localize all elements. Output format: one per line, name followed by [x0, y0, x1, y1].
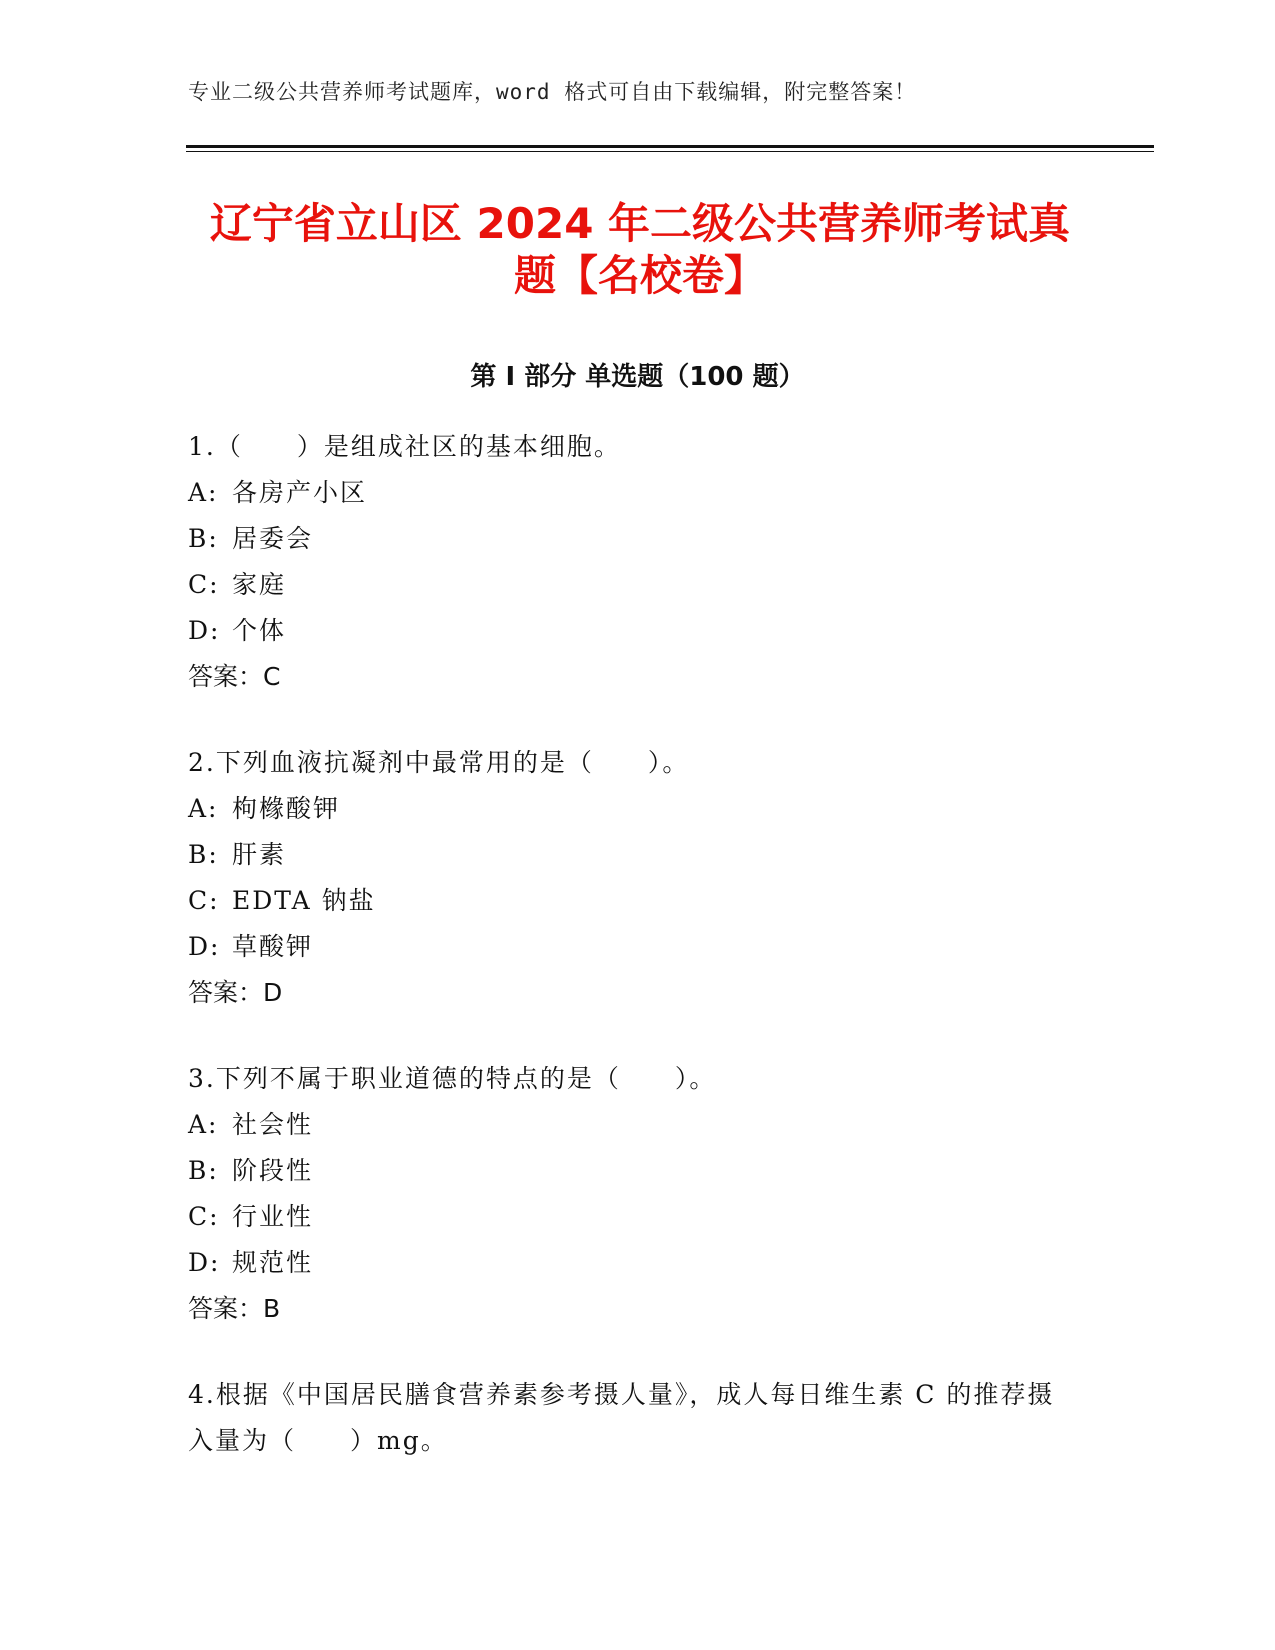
question-4 — [188, 1372, 1068, 1464]
option-letter: B: — [188, 1156, 219, 1185]
title-line-2: 题【名校卷】 — [513, 251, 766, 300]
option-a — [188, 786, 1068, 832]
option-b — [188, 1148, 1068, 1194]
option-text: 行业性 — [232, 1202, 314, 1231]
option-letter: A: — [188, 794, 219, 823]
option-letter: A: — [188, 478, 219, 507]
option-letter: A: — [188, 1110, 219, 1139]
question-2 — [188, 740, 1068, 1016]
question-stem: 2.下列血液抗凝剂中最常用的是（ ）。 — [188, 748, 690, 777]
option-letter: C: — [188, 886, 220, 915]
option-b — [188, 516, 1068, 562]
title-line-1: 辽宁省立山区 2024 年二级公共营养师考试真 — [209, 199, 1071, 248]
option-letter: D: — [188, 1248, 221, 1277]
question-stem: 4.根据《中国居民膳食营养素参考摄人量》，成人每日维生素 C 的推荐摄入量为（ ）mg。 — [188, 1380, 1055, 1455]
header-note: 专业二级公共营养师考试题库，word 格式可自由下载编辑，附完整答案！ — [188, 80, 917, 104]
option-c — [188, 878, 1068, 924]
option-c — [188, 1194, 1068, 1240]
option-letter: D: — [188, 616, 221, 645]
section-title: 第 I 部分 单选题（100 题） — [470, 362, 805, 392]
option-text: 社会性 — [232, 1110, 314, 1139]
option-a — [188, 470, 1068, 516]
option-text: 个体 — [232, 616, 287, 645]
option-letter: D: — [188, 932, 221, 961]
option-letter: C: — [188, 1202, 220, 1231]
option-letter: C: — [188, 570, 220, 599]
answer: 答案：B — [188, 1294, 281, 1323]
document-title — [160, 198, 1120, 302]
header-rule-thick — [186, 145, 1154, 148]
option-text: 枸橼酸钾 — [232, 794, 341, 823]
question-3 — [188, 1056, 1068, 1332]
option-d — [188, 924, 1068, 970]
option-text: EDTA 钠盐 — [232, 886, 376, 915]
option-d — [188, 1240, 1068, 1286]
question-stem: 1.（ ）是组成社区的基本细胞。 — [188, 432, 621, 461]
option-text: 阶段性 — [232, 1156, 314, 1185]
option-letter: B: — [188, 840, 219, 869]
option-text: 居委会 — [232, 524, 314, 553]
option-letter: B: — [188, 524, 219, 553]
option-text: 草酸钾 — [232, 932, 314, 961]
option-a — [188, 1102, 1068, 1148]
option-text: 肝素 — [232, 840, 287, 869]
option-c — [188, 562, 1068, 608]
option-text: 规范性 — [232, 1248, 314, 1277]
option-b — [188, 832, 1068, 878]
option-text: 家庭 — [232, 570, 287, 599]
header-rule-thin — [186, 151, 1154, 152]
question-stem: 3.下列不属于职业道德的特点的是（ ）。 — [188, 1064, 717, 1093]
answer: 答案：C — [188, 662, 281, 691]
option-d — [188, 608, 1068, 654]
option-text: 各房产小区 — [232, 478, 368, 507]
question-1 — [188, 424, 1068, 700]
answer: 答案：D — [188, 978, 283, 1007]
